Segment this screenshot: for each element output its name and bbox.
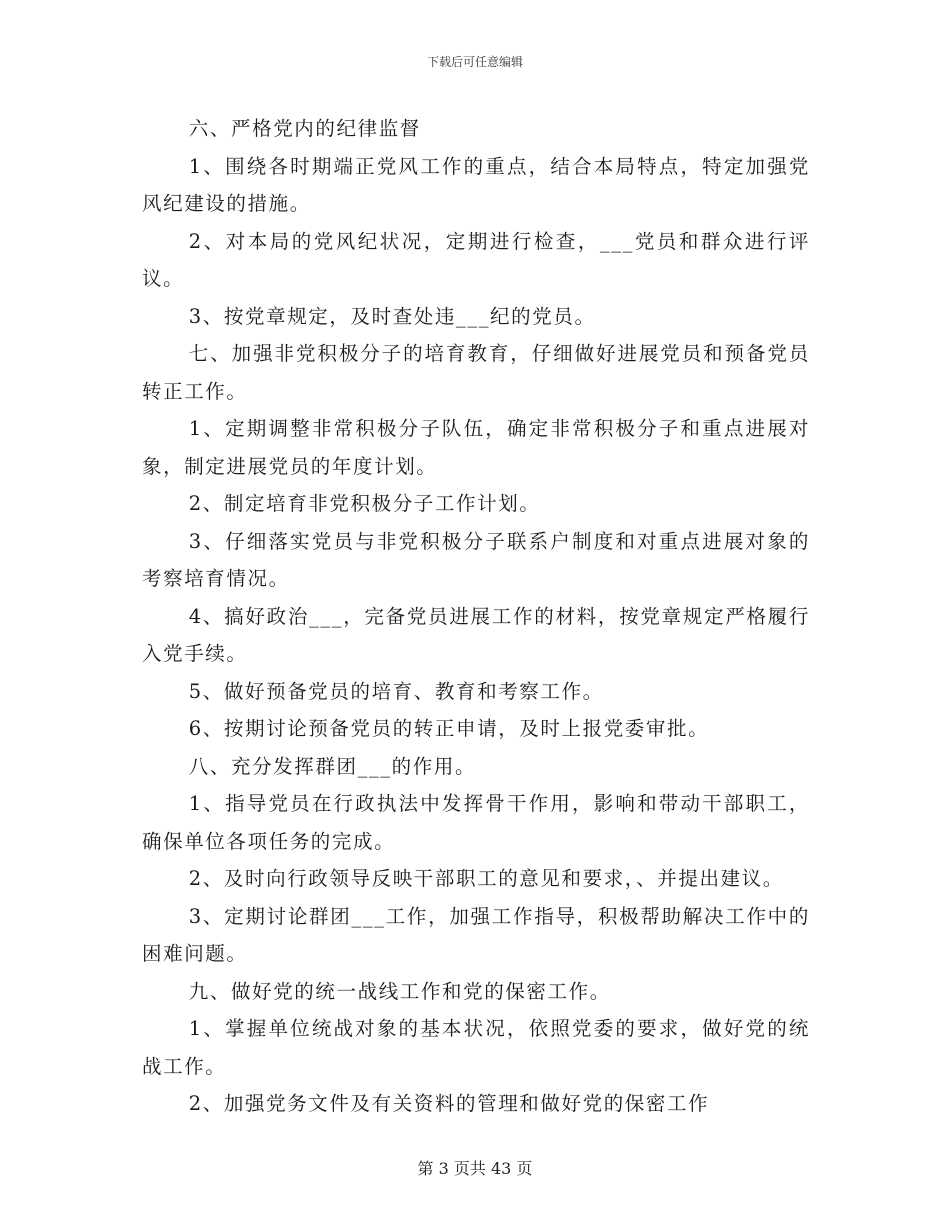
section-heading-9: 九、做好党的统一战线工作和党的保密工作。: [188, 979, 611, 1003]
document-body: [142, 110, 810, 1123]
paragraph: 1、掌握单位统战对象的基本状况，依照党委的要求，做好党的统战工作。: [142, 1017, 810, 1078]
paragraph: 1、围绕各时期端正党风工作的重点，结合本局特点，特定加强党风纪建设的措施。: [142, 154, 810, 215]
paragraph: 2、加强党务文件及有关资料的管理和做好党的保密工作: [188, 1092, 710, 1115]
paragraph: 3、仔细落实党员与非党积极分子联系户制度和对重点进展对象的考察培育情况。: [142, 529, 810, 590]
paragraph: 2、及时向行政领导反映干部职工的意见和要求，、并提出建议。: [188, 867, 784, 890]
section-heading-7: 七、加强非党积极分子的培育教育，仔细做好进展党员和预备党员转正工作。: [142, 342, 810, 403]
section-heading-8: 八、充分发挥群团___的作用。: [188, 754, 477, 778]
paragraph: 1、定期调整非常积极分子队伍，确定非常积极分子和重点进展对象，制定进展党员的年度计划。: [142, 417, 810, 478]
paragraph: 3、按党章规定，及时查处违___纪的党员。: [188, 304, 596, 328]
paragraph: 2、对本局的党风纪状况，定期进行检查，___党员和群众进行评议。: [142, 229, 810, 290]
page-header: 下载后可任意编辑: [426, 55, 523, 69]
paragraph: 2、制定培育非党积极分子工作计划。: [188, 492, 541, 515]
paragraph: 1、指导党员在行政执法中发挥骨干作用，影响和带动干部职工，确保单位各项任务的完成。: [142, 792, 810, 853]
section-heading-6: 六、严格党内的纪律监督: [188, 117, 421, 140]
page-footer: 第 3 页共 43 页: [417, 1159, 533, 1178]
paragraph: 4、搞好政治___，完备党员进展工作的材料，按党章规定严格履行入党手续。: [142, 604, 810, 665]
paragraph: 5、做好预备党员的培育、教育和考察工作。: [188, 679, 604, 703]
paragraph: 3、定期讨论群团___工作，加强工作指导，积极帮助解决工作中的困难问题。: [142, 904, 810, 965]
paragraph: 6、按期讨论预备党员的转正申请，及时上报党委审批。: [188, 717, 710, 740]
